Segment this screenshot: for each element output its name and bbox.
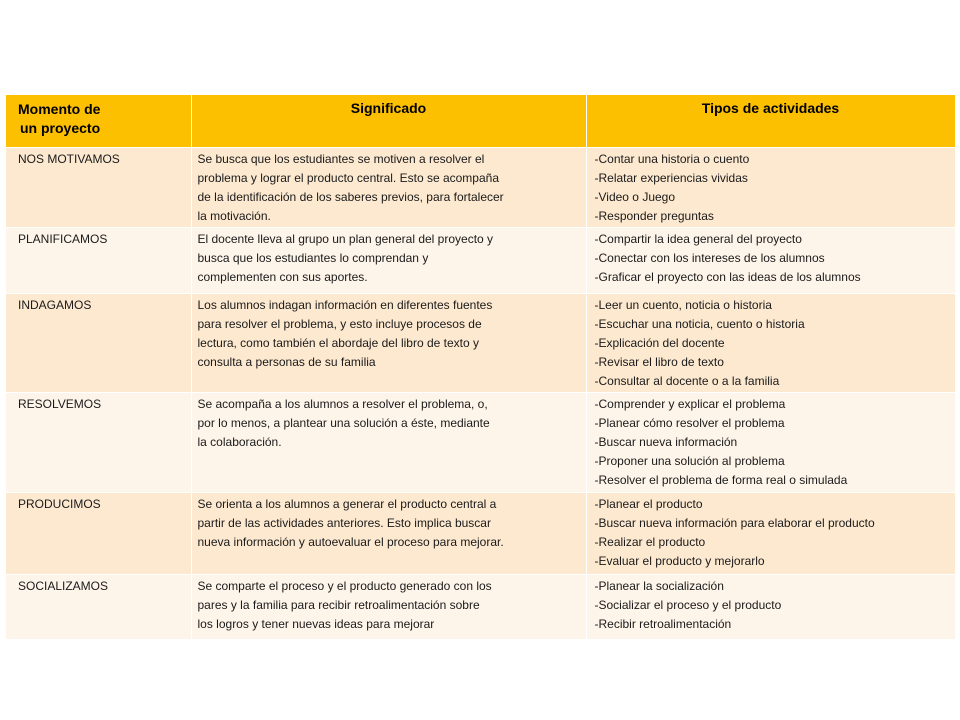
significado-line: complementen con sus aportes. [197,270,368,284]
significado-line: la colaboración. [197,435,282,449]
actividad-item: -Planear la socialización [594,579,724,593]
actividad-item: -Escuchar una noticia, cuento o historia [594,317,805,331]
significado-line: nueva información y autoevaluar el proceso para mejorar. [197,535,504,549]
significado-line: para resolver el problema, y esto incluye procesos de [197,317,482,331]
significado-line: Se comparte el proceso y el producto generado con los [197,579,492,593]
actividad-item: -Recibir retroalimentación [594,617,732,631]
actividad-item: -Realizar el producto [594,535,706,549]
actividad-item: -Consultar al docente o a la familia [594,374,780,388]
header-tipos: Tipos de actividades [586,95,955,148]
significado-line: Los alumnos indagan información en diferentes fuentes [197,298,493,312]
table-row [6,493,955,575]
actividades-cell [586,294,955,393]
actividad-item: -Revisar el libro de texto [594,355,724,369]
actividad-item: -Evaluar el producto y mejorarlo [594,554,765,568]
actividad-item: -Planear el producto [594,497,703,511]
significado-cell [191,393,586,493]
header-significado: Significado [191,95,586,148]
significado-line: de la identificación de los saberes previos, para fortalecer [197,190,504,204]
actividad-item: -Conectar con los intereses de los alumnos [594,251,825,265]
momento-cell: PLANIFICAMOS [6,228,191,294]
significado-cell [191,493,586,575]
actividad-item: -Proponer una solución al problema [594,454,785,468]
significado-line: El docente lleva al grupo un plan general del proyecto y [197,232,494,246]
actividad-item: -Resolver el problema de forma real o simulada [594,473,848,487]
significado-cell [191,228,586,294]
actividad-item: -Buscar nueva información [594,435,738,449]
actividades-cell [586,148,955,228]
actividad-item: -Responder preguntas [594,209,714,223]
momento-cell: SOCIALIZAMOS [6,575,191,639]
momento-cell: PRODUCIMOS [6,493,191,575]
significado-line: lectura, como también el abordaje del libro de texto y [197,336,479,350]
significado-line: pares y la familia para recibir retroalimentación sobre [197,598,480,612]
actividad-item: -Video o Juego [594,190,676,204]
actividades-cell [586,393,955,493]
table-row [6,294,955,393]
table-row [6,228,955,294]
header-momento-line1: Momento de [18,101,101,117]
significado-line: partir de las actividades anteriores. Esto implica buscar [197,516,491,530]
momento-cell: INDAGAMOS [6,294,191,393]
actividad-item: -Graficar el proyecto con las ideas de los alumnos [594,270,861,284]
significado-line: busca que los estudiantes lo comprendan y [197,251,429,265]
actividad-item: -Comprender y explicar el problema [594,397,786,411]
actividades-cell [586,493,955,575]
momento-cell: NOS MOTIVAMOS [6,148,191,228]
significado-cell [191,294,586,393]
significado-line: por lo menos, a plantear una solución a éste, mediante [197,416,490,430]
significado-line: Se acompaña a los alumnos a resolver el problema, o, [197,397,488,411]
table-row [6,148,955,228]
actividad-item: -Buscar nueva información para elaborar el producto [594,516,875,530]
significado-line: problema y lograr el producto central. Esto se acompaña [197,171,499,185]
significado-line: Se orienta a los alumnos a generar el producto central a [197,497,497,511]
table-row [6,393,955,493]
significado-cell [191,575,586,639]
momento-cell: RESOLVEMOS [6,393,191,493]
actividad-item: -Relatar experiencias vividas [594,171,748,185]
significado-line: los logros y tener nuevas ideas para mejorar [197,617,435,631]
significado-line: la motivación. [197,209,271,223]
actividad-item: -Compartir la idea general del proyecto [594,232,802,246]
header-momento [6,95,191,148]
actividad-item: -Contar una historia o cuento [594,152,750,166]
table-row [6,575,955,639]
actividad-item: -Planear cómo resolver el problema [594,416,785,430]
header-momento-line2: un proyecto [20,120,101,136]
significado-line: Se busca que los estudiantes se motiven a resolver el [197,152,485,166]
header-row [6,95,955,148]
actividad-item: -Explicación del docente [594,336,725,350]
actividades-cell [586,575,955,639]
significado-cell [191,148,586,228]
actividad-item: -Socializar el proceso y el producto [594,598,782,612]
significado-line: consulta a personas de su familia [197,355,376,369]
actividades-cell [586,228,955,294]
actividad-item: -Leer un cuento, noticia o historia [594,298,772,312]
project-moments-table [6,95,956,639]
